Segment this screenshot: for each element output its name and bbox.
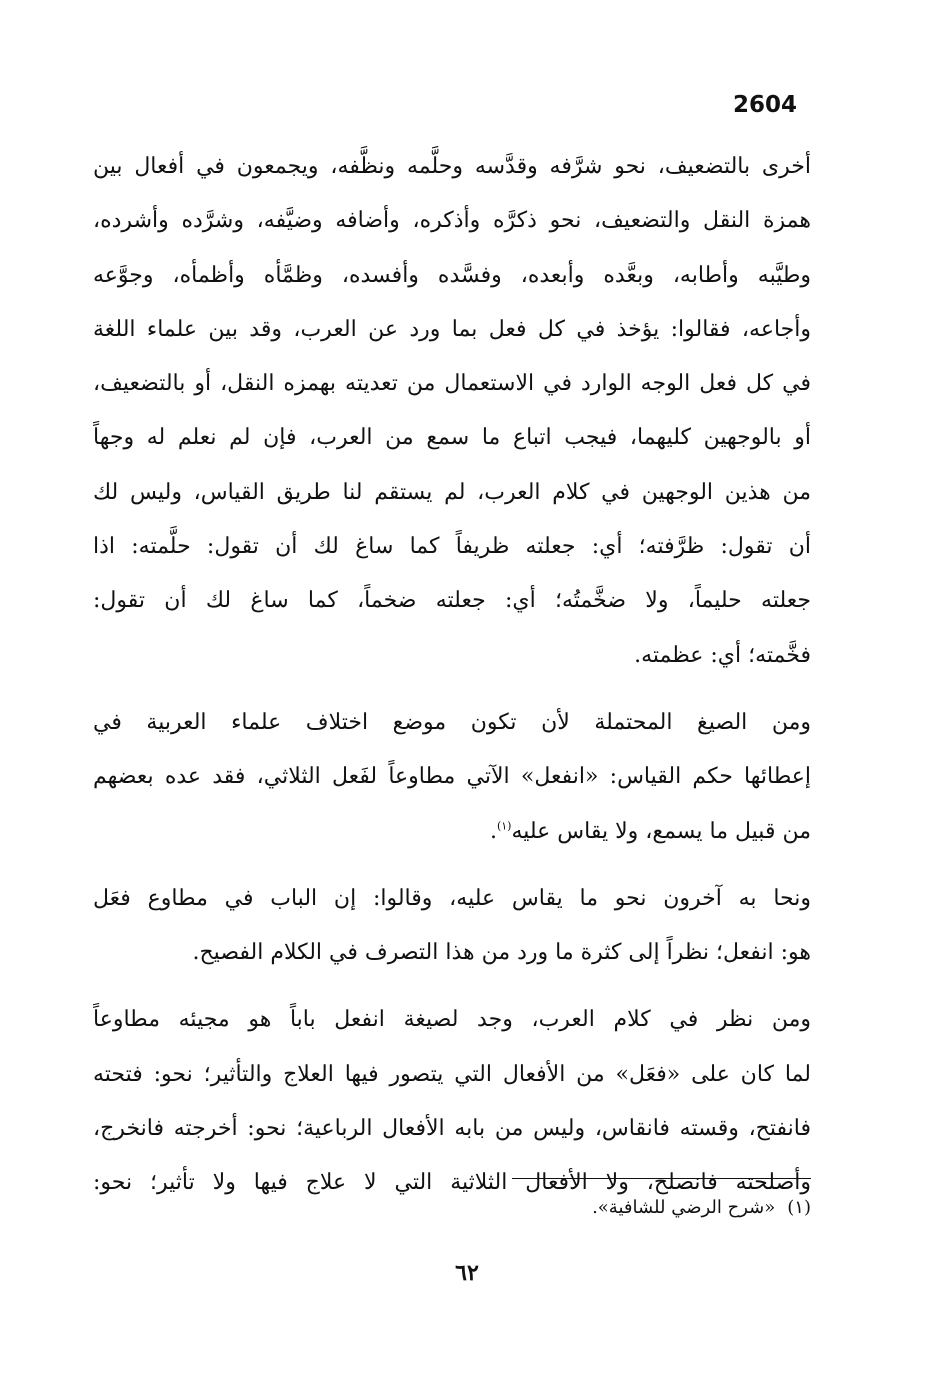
footnote: [592, 1194, 811, 1222]
text-line: وطيَّبه وأطابه، وبعَّده وأبعده، وفسَّده وأفسده، وظمَّأه وأظمأه، وجوَّعه: [93, 262, 811, 288]
text-line: أن تقول: ظرَّفته؛ أي: جعلته ظريفاً كما ساغ لك أن تقول: حلَّمته: اذا: [93, 534, 811, 560]
footnote-text: «شرح الرضي للشافية».: [592, 1197, 776, 1218]
text-line: وأجاعه، فقالوا: يؤخذ في كل فعل بما ورد عن العرب، وقد بين علماء اللغة: [93, 316, 811, 342]
text-line: لما كان على «فعَل» من الأفعال التي يتصور فيها العلاج والتأثير؛ نحو: فتحته: [93, 1061, 811, 1087]
text-line: ومن الصيغ المحتملة لأن تكون موضع اختلاف علماء العربية في: [93, 709, 811, 735]
paragraph: [93, 140, 811, 683]
text-line: [93, 805, 811, 859]
text-line: في كل فعل الوجه الوارد في الاستعمال من تعديته بهمزه النقل، أو بالتضعيف،: [93, 371, 811, 397]
paragraph-gap: [93, 980, 811, 993]
text-line: هو: انفعل؛ نظراً إلى كثرة ما ورد من هذا التصرف في الكلام الفصيح.: [192, 940, 811, 966]
footnote-reference: (١): [496, 819, 512, 833]
main-text: [93, 140, 811, 1211]
text-line: أخرى بالتضعيف، نحو شرَّفه وقدَّسه وحلَّمه ونظَّفه، ويجمعون في أفعال بين: [93, 154, 811, 179]
text-line: جعلته حليماً، ولا ضخَّمتُه؛ أي: جعلته ضخماً، كما ساغ لك أن تقول:: [93, 588, 811, 614]
paragraph-gap: [93, 683, 811, 696]
page-number-top: 2604: [733, 92, 798, 118]
text-line: همزة النقل والتضعيف، نحو ذكرَّه وأذكره، وأضافه وضيَّفه، وشرَّده وأشرده،: [93, 208, 811, 234]
text-line: فخَّمته؛ أي: عظمته.: [634, 642, 811, 668]
paragraph: [93, 872, 811, 981]
text-line: إعطائها حكم القياس: «انفعل» الآتي مطاوعاً لفَعل الثلاثي، فقد عده بعضهم: [93, 764, 811, 790]
text-line: وأصلحته فانصلح، ولا الأفعال الثلاثية التي لا علاج فيها ولا تأثير؛ نحو:: [93, 1170, 811, 1196]
footnote-divider: [512, 1178, 811, 1179]
text-fragment: من قبيل ما يسمع، ولا يقاس عليه: [511, 818, 811, 844]
footnote-number: (١): [787, 1197, 811, 1218]
text-line: من هذين الوجهين في كلام العرب، لم يستقم لنا طريق القياس، وليس لك: [93, 479, 811, 505]
page-number-bottom: ٦٢: [455, 1260, 479, 1286]
text-fragment: .: [489, 818, 497, 844]
paragraph: [93, 696, 811, 859]
text-line: ونحا به آخرون نحو ما يقاس عليه، وقالوا: إن الباب في مطاوع فعَل: [93, 885, 811, 911]
text-line: فانفتح، وقسته فانقاس، وليس من بابه الأفعال الرباعية؛ نحو: أخرجته فانخرج،: [93, 1116, 811, 1142]
text-line: أو بالوجهين كليهما، فيجب اتباع ما سمع من العرب، فإن لم نعلم له وجهاً: [93, 425, 811, 451]
paragraph-gap: [93, 859, 811, 872]
text-line: ومن نظر في كلام العرب، وجد لصيغة انفعل باباً هو مجيئه مطاوعاً: [93, 1007, 811, 1033]
